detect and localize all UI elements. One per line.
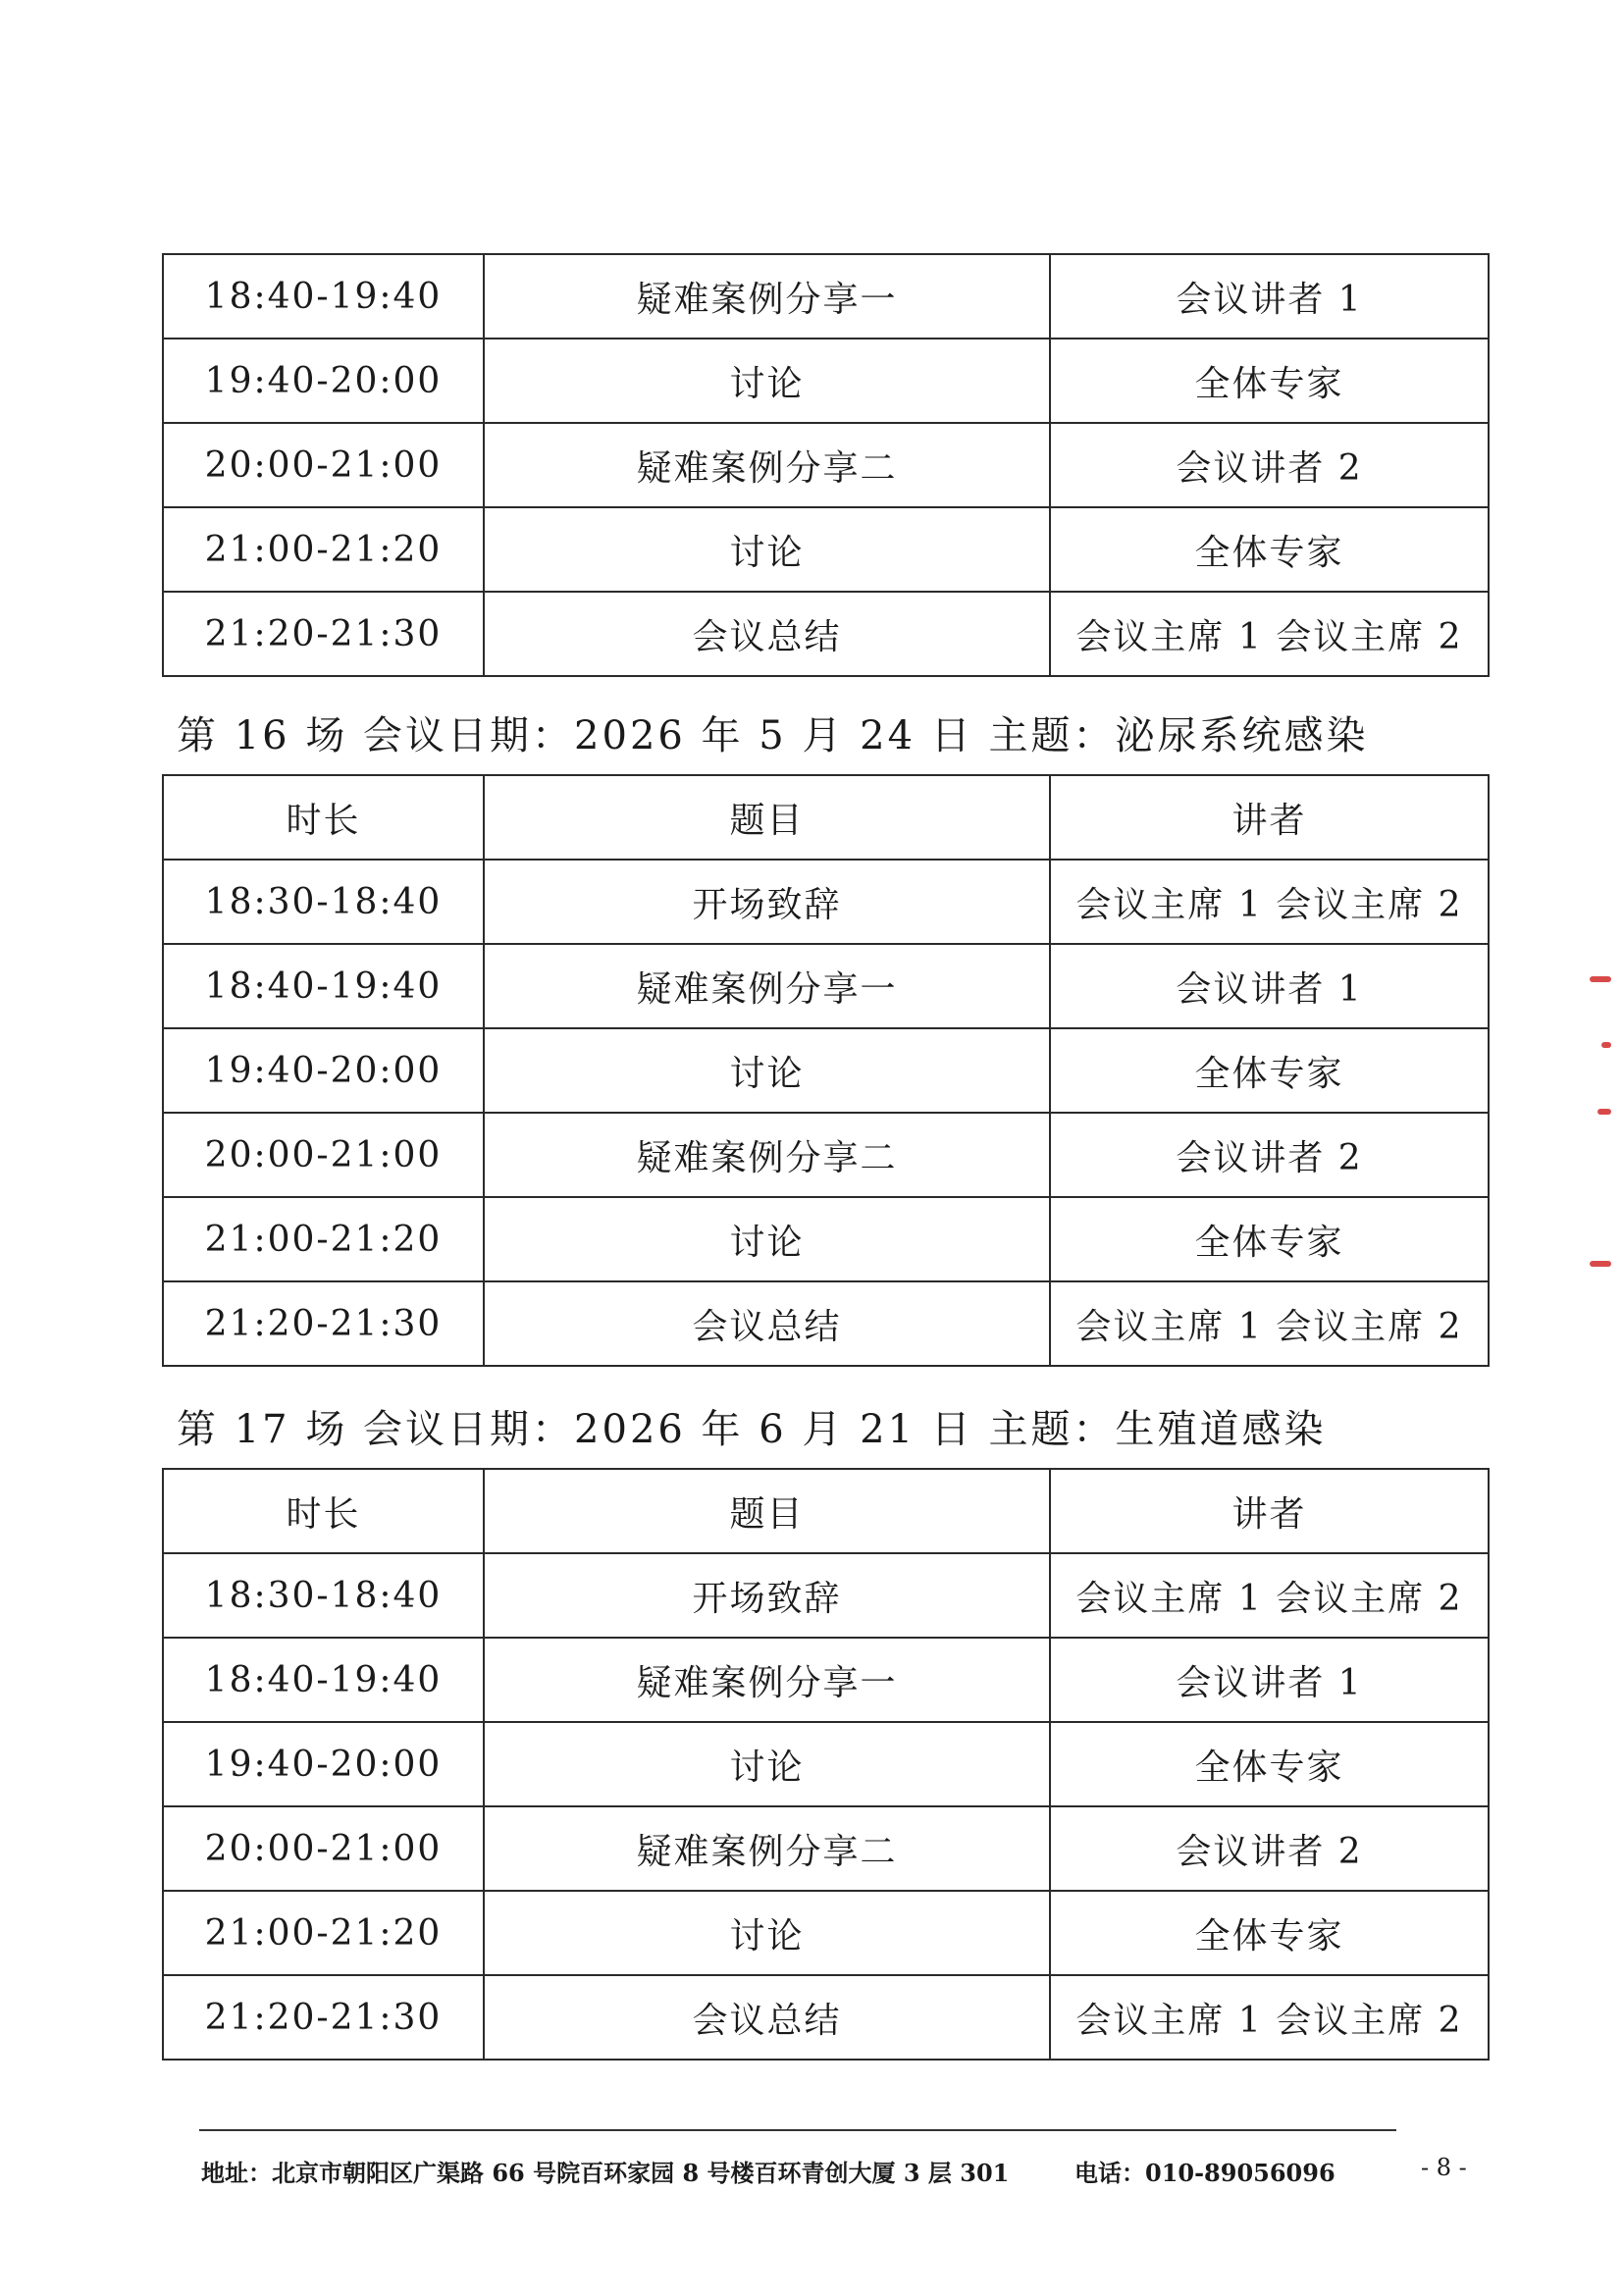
table-row bbox=[163, 1553, 1489, 1638]
time-cell: 18:30-18:40 bbox=[163, 1553, 484, 1638]
schedule-table-continued bbox=[162, 253, 1490, 677]
footer-divider bbox=[199, 2129, 1396, 2131]
session-17-table bbox=[162, 1468, 1490, 2061]
speaker-cell: 全体专家 bbox=[1050, 1891, 1489, 1975]
seal-edge-mark bbox=[1601, 1042, 1611, 1048]
topic-cell: 疑难案例分享一 bbox=[484, 944, 1050, 1028]
speaker-cell: 会议主席 1 会议主席 2 bbox=[1050, 1281, 1489, 1366]
page-number: - 8 - bbox=[1421, 2154, 1467, 2181]
table-header-row bbox=[163, 775, 1489, 860]
header-duration: 时长 bbox=[163, 1469, 484, 1553]
table-row bbox=[163, 592, 1489, 676]
table-header-row bbox=[163, 1469, 1489, 1553]
speaker-cell: 会议主席 1 会议主席 2 bbox=[1050, 860, 1489, 944]
time-cell: 20:00-21:00 bbox=[163, 423, 484, 507]
topic-cell: 疑难案例分享一 bbox=[484, 254, 1050, 339]
seal-edge-mark bbox=[1597, 1109, 1611, 1115]
seal-edge-mark bbox=[1590, 976, 1611, 982]
speaker-cell: 全体专家 bbox=[1050, 339, 1489, 423]
speaker-cell: 会议讲者 1 bbox=[1050, 944, 1489, 1028]
header-topic: 题目 bbox=[484, 775, 1050, 860]
topic-cell: 讨论 bbox=[484, 507, 1050, 592]
topic-cell: 开场致辞 bbox=[484, 860, 1050, 944]
footer-address: 地址：北京市朝阳区广渠路 66 号院百环家园 8 号楼百环青创大厦 3 层 301 bbox=[201, 2159, 1010, 2187]
table-row bbox=[163, 254, 1489, 339]
session-16-table bbox=[162, 774, 1490, 1367]
table-row bbox=[163, 1281, 1489, 1366]
topic-cell: 会议总结 bbox=[484, 1975, 1050, 2060]
speaker-cell: 会议讲者 1 bbox=[1050, 254, 1489, 339]
topic-cell: 开场致辞 bbox=[484, 1553, 1050, 1638]
table-row bbox=[163, 1028, 1489, 1113]
time-cell: 20:00-21:00 bbox=[163, 1113, 484, 1197]
topic-cell: 讨论 bbox=[484, 339, 1050, 423]
header-topic: 题目 bbox=[484, 1469, 1050, 1553]
table-row bbox=[163, 423, 1489, 507]
speaker-cell: 全体专家 bbox=[1050, 1197, 1489, 1281]
table-row bbox=[163, 944, 1489, 1028]
table-row bbox=[163, 1975, 1489, 2060]
table-row bbox=[163, 860, 1489, 944]
header-speaker: 讲者 bbox=[1050, 1469, 1489, 1553]
table-row bbox=[163, 1113, 1489, 1197]
topic-cell: 疑难案例分享一 bbox=[484, 1638, 1050, 1722]
time-cell: 21:00-21:20 bbox=[163, 1891, 484, 1975]
header-duration: 时长 bbox=[163, 775, 484, 860]
time-cell: 18:30-18:40 bbox=[163, 860, 484, 944]
footer-phone: 电话：010-89056096 bbox=[1074, 2159, 1335, 2187]
seal-edge-mark bbox=[1590, 1261, 1611, 1267]
session-17-title: 第 17 场 会议日期：2026 年 6 月 21 日 主题：生殖道感染 bbox=[177, 1407, 1327, 1452]
session-16-title: 第 16 场 会议日期：2026 年 5 月 24 日 主题：泌尿系统感染 bbox=[177, 713, 1369, 758]
time-cell: 21:00-21:20 bbox=[163, 507, 484, 592]
topic-cell: 讨论 bbox=[484, 1197, 1050, 1281]
time-cell: 21:00-21:20 bbox=[163, 1197, 484, 1281]
time-cell: 20:00-21:00 bbox=[163, 1806, 484, 1891]
topic-cell: 疑难案例分享二 bbox=[484, 1113, 1050, 1197]
table-row bbox=[163, 1806, 1489, 1891]
table-row bbox=[163, 1722, 1489, 1806]
topic-cell: 会议总结 bbox=[484, 1281, 1050, 1366]
header-speaker: 讲者 bbox=[1050, 775, 1489, 860]
time-cell: 21:20-21:30 bbox=[163, 592, 484, 676]
time-cell: 19:40-20:00 bbox=[163, 1028, 484, 1113]
speaker-cell: 会议讲者 2 bbox=[1050, 1113, 1489, 1197]
table-row bbox=[163, 339, 1489, 423]
table-row bbox=[163, 1891, 1489, 1975]
speaker-cell: 全体专家 bbox=[1050, 1722, 1489, 1806]
table-row bbox=[163, 1638, 1489, 1722]
time-cell: 19:40-20:00 bbox=[163, 339, 484, 423]
topic-cell: 讨论 bbox=[484, 1722, 1050, 1806]
speaker-cell: 会议讲者 2 bbox=[1050, 1806, 1489, 1891]
speaker-cell: 会议主席 1 会议主席 2 bbox=[1050, 1975, 1489, 2060]
topic-cell: 会议总结 bbox=[484, 592, 1050, 676]
topic-cell: 讨论 bbox=[484, 1028, 1050, 1113]
speaker-cell: 会议主席 1 会议主席 2 bbox=[1050, 1553, 1489, 1638]
topic-cell: 讨论 bbox=[484, 1891, 1050, 1975]
topic-cell: 疑难案例分享二 bbox=[484, 1806, 1050, 1891]
time-cell: 18:40-19:40 bbox=[163, 254, 484, 339]
topic-cell: 疑难案例分享二 bbox=[484, 423, 1050, 507]
table-row bbox=[163, 1197, 1489, 1281]
time-cell: 21:20-21:30 bbox=[163, 1975, 484, 2060]
table-row bbox=[163, 507, 1489, 592]
speaker-cell: 会议讲者 1 bbox=[1050, 1638, 1489, 1722]
speaker-cell: 会议讲者 2 bbox=[1050, 423, 1489, 507]
time-cell: 19:40-20:00 bbox=[163, 1722, 484, 1806]
time-cell: 18:40-19:40 bbox=[163, 1638, 484, 1722]
time-cell: 18:40-19:40 bbox=[163, 944, 484, 1028]
speaker-cell: 全体专家 bbox=[1050, 1028, 1489, 1113]
speaker-cell: 全体专家 bbox=[1050, 507, 1489, 592]
time-cell: 21:20-21:30 bbox=[163, 1281, 484, 1366]
speaker-cell: 会议主席 1 会议主席 2 bbox=[1050, 592, 1489, 676]
